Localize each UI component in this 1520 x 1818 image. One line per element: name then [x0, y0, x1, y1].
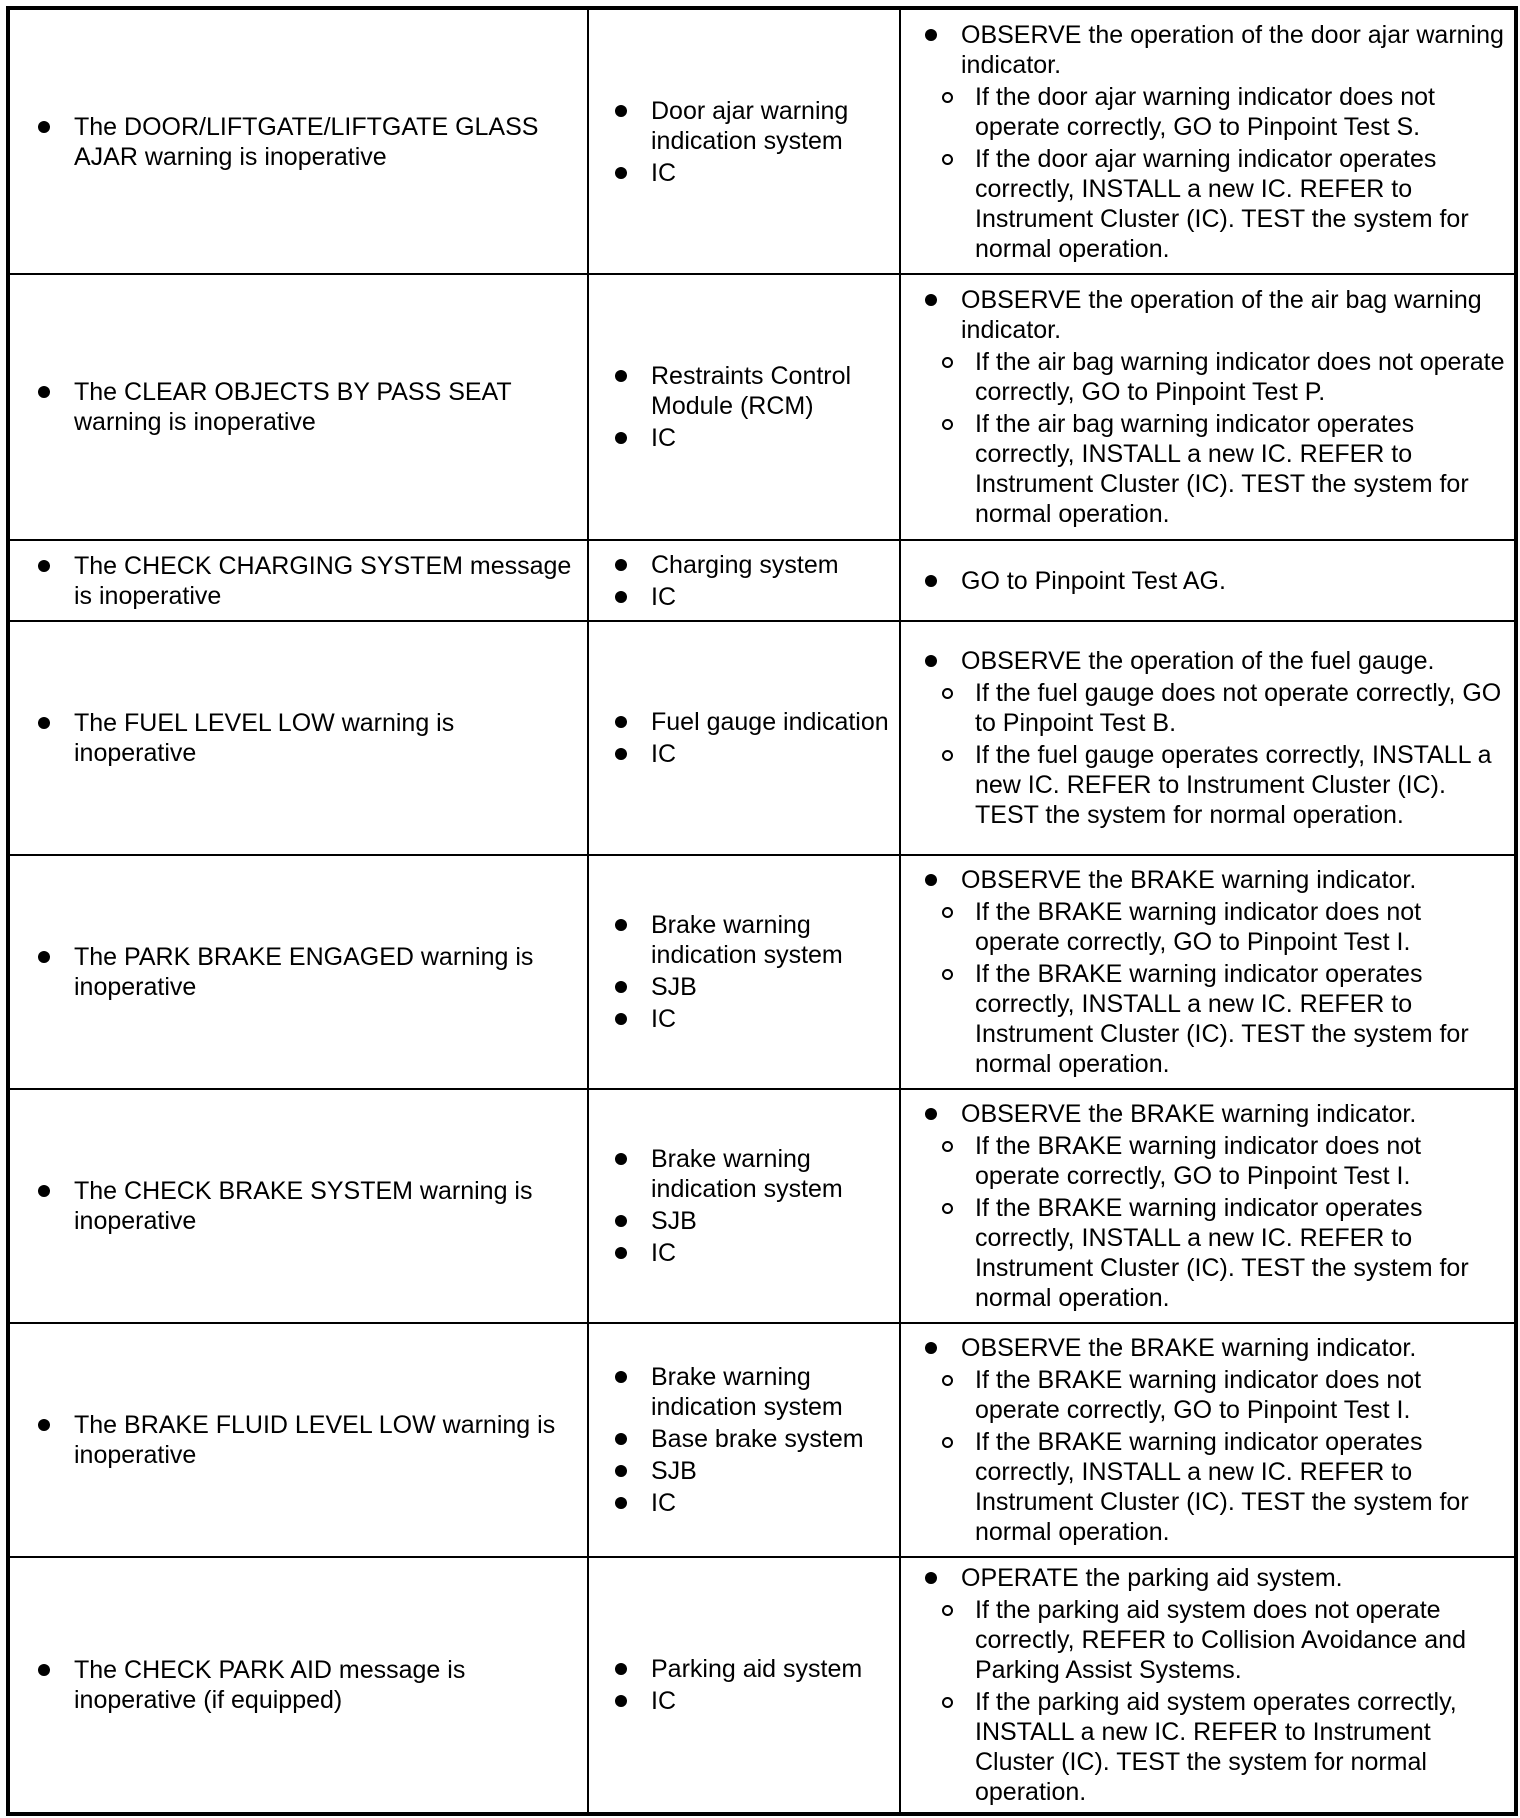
source-list — [615, 1362, 889, 1518]
condition-list — [38, 551, 573, 611]
action-cell — [900, 855, 1516, 1089]
source-item: SJB — [615, 972, 889, 1002]
condition-cell — [8, 855, 588, 1089]
action-sub-item: If the air bag warning indicator operates correctly, INSTALL a new IC. REFER to Instrument Cluster (IC). TEST the system for normal operation. — [925, 409, 1512, 529]
source-cell — [588, 855, 900, 1089]
condition-cell — [8, 621, 588, 855]
condition-text: The BRAKE FLUID LEVEL LOW warning is inoperative — [38, 1410, 573, 1470]
action-sub-list — [889, 1365, 1512, 1547]
source-item: Fuel gauge indication — [615, 707, 889, 737]
action-list — [925, 566, 1512, 596]
condition-cell — [8, 540, 588, 621]
action-sub-item: If the parking aid system does not operate correctly, REFER to Collision Avoidance and Parking Assist Systems. — [925, 1595, 1512, 1685]
table-row — [8, 274, 1516, 540]
source-list — [615, 550, 889, 612]
action-sub-item: If the BRAKE warning indicator does not operate correctly, GO to Pinpoint Test I. — [925, 897, 1512, 957]
table-row — [8, 855, 1516, 1089]
action-sub-item: If the door ajar warning indicator operates correctly, INSTALL a new IC. REFER to Instrument Cluster (IC). TEST the system for normal operation. — [925, 144, 1512, 264]
action-main-text: OBSERVE the operation of the air bag warning indicator. — [961, 286, 1482, 344]
action-list — [925, 1099, 1512, 1129]
source-list — [615, 910, 889, 1034]
condition-text: The CHECK CHARGING SYSTEM message is inoperative — [38, 551, 573, 611]
source-item: IC — [615, 739, 889, 769]
table-row — [8, 8, 1516, 274]
action-sub-item: If the BRAKE warning indicator does not operate correctly, GO to Pinpoint Test I. — [925, 1131, 1512, 1191]
condition-cell — [8, 1557, 588, 1814]
source-cell — [588, 1557, 900, 1814]
source-cell — [588, 540, 900, 621]
source-cell — [588, 274, 900, 540]
source-item: IC — [615, 1488, 889, 1518]
source-item: IC — [615, 1686, 889, 1716]
action-item — [925, 865, 1512, 895]
action-main-text: OBSERVE the operation of the door ajar warning indicator. — [961, 20, 1504, 79]
source-item: Door ajar warning indication system — [615, 96, 889, 156]
condition-text: The FUEL LEVEL LOW warning is inoperative — [38, 708, 573, 768]
condition-text: The PARK BRAKE ENGAGED warning is inoperative — [38, 942, 573, 1002]
action-cell — [900, 621, 1516, 855]
action-item — [925, 1099, 1512, 1129]
condition-text: The DOOR/LIFTGATE/LIFTGATE GLASS AJAR warning is inoperative — [38, 112, 573, 172]
action-main-text: OBSERVE the BRAKE warning indicator. — [961, 1334, 1417, 1362]
action-item — [925, 1563, 1512, 1593]
condition-list — [38, 1655, 573, 1715]
table-row — [8, 1089, 1516, 1323]
action-sub-item: If the door ajar warning indicator does not operate correctly, GO to Pinpoint Test S. — [925, 82, 1512, 142]
condition-cell — [8, 1323, 588, 1557]
source-item: SJB — [615, 1456, 889, 1486]
condition-text: The CHECK BRAKE SYSTEM warning is inoperative — [38, 1176, 573, 1236]
action-sub-item: If the BRAKE warning indicator operates correctly, INSTALL a new IC. REFER to Instrument Cluster (IC). TEST the system for normal operation. — [925, 959, 1512, 1079]
action-sub-item: If the air bag warning indicator does not operate correctly, GO to Pinpoint Test P. — [925, 347, 1512, 407]
condition-text: The CLEAR OBJECTS BY PASS SEAT warning is inoperative — [38, 377, 573, 437]
action-item — [925, 285, 1512, 345]
action-main-text: OBSERVE the BRAKE warning indicator. — [961, 866, 1417, 894]
condition-cell — [8, 8, 588, 274]
condition-cell — [8, 274, 588, 540]
table-row — [8, 621, 1516, 855]
condition-list — [38, 942, 573, 1002]
action-list — [925, 20, 1512, 80]
action-cell — [900, 1089, 1516, 1323]
action-list — [925, 285, 1512, 345]
action-list — [925, 865, 1512, 895]
action-item — [925, 20, 1512, 80]
source-list — [615, 1144, 889, 1268]
action-item — [925, 646, 1512, 676]
source-cell — [588, 8, 900, 274]
action-main-text: OPERATE the parking aid system. — [961, 1564, 1343, 1592]
source-list — [615, 707, 889, 769]
condition-list — [38, 1176, 573, 1236]
condition-list — [38, 708, 573, 768]
source-cell — [588, 1089, 900, 1323]
source-item: SJB — [615, 1206, 889, 1236]
action-sub-item: If the fuel gauge does not operate correctly, GO to Pinpoint Test B. — [925, 678, 1512, 738]
source-list — [615, 361, 889, 453]
source-item: IC — [615, 582, 889, 612]
source-cell — [588, 621, 900, 855]
source-item: Charging system — [615, 550, 889, 580]
action-list — [925, 1333, 1512, 1363]
source-list — [615, 96, 889, 188]
source-list — [615, 1654, 889, 1716]
source-item: IC — [615, 1004, 889, 1034]
source-item: Brake warning indication system — [615, 1144, 889, 1204]
source-item: IC — [615, 423, 889, 453]
condition-list — [38, 377, 573, 437]
source-item: Parking aid system — [615, 1654, 889, 1684]
symptom-chart-body — [8, 8, 1516, 1814]
table-row — [8, 1557, 1516, 1814]
symptom-chart-table — [6, 6, 1518, 1816]
action-cell — [900, 540, 1516, 621]
source-item: IC — [615, 1238, 889, 1268]
source-item: Restraints Control Module (RCM) — [615, 361, 889, 421]
action-cell — [900, 1557, 1516, 1814]
action-sub-item: If the BRAKE warning indicator does not operate correctly, GO to Pinpoint Test I. — [925, 1365, 1512, 1425]
source-item: Base brake system — [615, 1424, 889, 1454]
source-item: Brake warning indication system — [615, 1362, 889, 1422]
action-cell — [900, 1323, 1516, 1557]
action-main-text: OBSERVE the operation of the fuel gauge. — [961, 647, 1435, 675]
action-main-text: GO to Pinpoint Test AG. — [961, 566, 1226, 595]
action-sub-list — [889, 1595, 1512, 1807]
action-sub-item: If the parking aid system operates correctly, INSTALL a new IC. REFER to Instrument Cluster (IC). TEST the system for normal operation. — [925, 1687, 1512, 1807]
action-cell — [900, 8, 1516, 274]
action-sub-list — [889, 347, 1512, 529]
action-main-text: OBSERVE the BRAKE warning indicator. — [961, 1100, 1417, 1128]
action-cell — [900, 274, 1516, 540]
action-sub-list — [889, 1131, 1512, 1313]
action-item — [925, 1333, 1512, 1363]
condition-cell — [8, 1089, 588, 1323]
source-item: IC — [615, 158, 889, 188]
action-list — [925, 1563, 1512, 1593]
condition-list — [38, 112, 573, 172]
action-sub-item: If the BRAKE warning indicator operates correctly, INSTALL a new IC. REFER to Instrument Cluster (IC). TEST the system for normal operation. — [925, 1427, 1512, 1547]
condition-list — [38, 1410, 573, 1470]
source-item: Brake warning indication system — [615, 910, 889, 970]
action-sub-item: If the BRAKE warning indicator operates correctly, INSTALL a new IC. REFER to Instrument Cluster (IC). TEST the system for normal operation. — [925, 1193, 1512, 1313]
action-item — [925, 566, 1512, 596]
action-list — [925, 646, 1512, 676]
action-sub-list — [889, 897, 1512, 1079]
condition-text: The CHECK PARK AID message is inoperative (if equipped) — [38, 1655, 573, 1715]
table-row — [8, 1323, 1516, 1557]
action-sub-list — [889, 678, 1512, 830]
action-sub-list — [889, 82, 1512, 264]
action-sub-item: If the fuel gauge operates correctly, INSTALL a new IC. REFER to Instrument Cluster (IC). TEST the system for normal operation. — [925, 740, 1512, 830]
table-row — [8, 540, 1516, 621]
source-cell — [588, 1323, 900, 1557]
